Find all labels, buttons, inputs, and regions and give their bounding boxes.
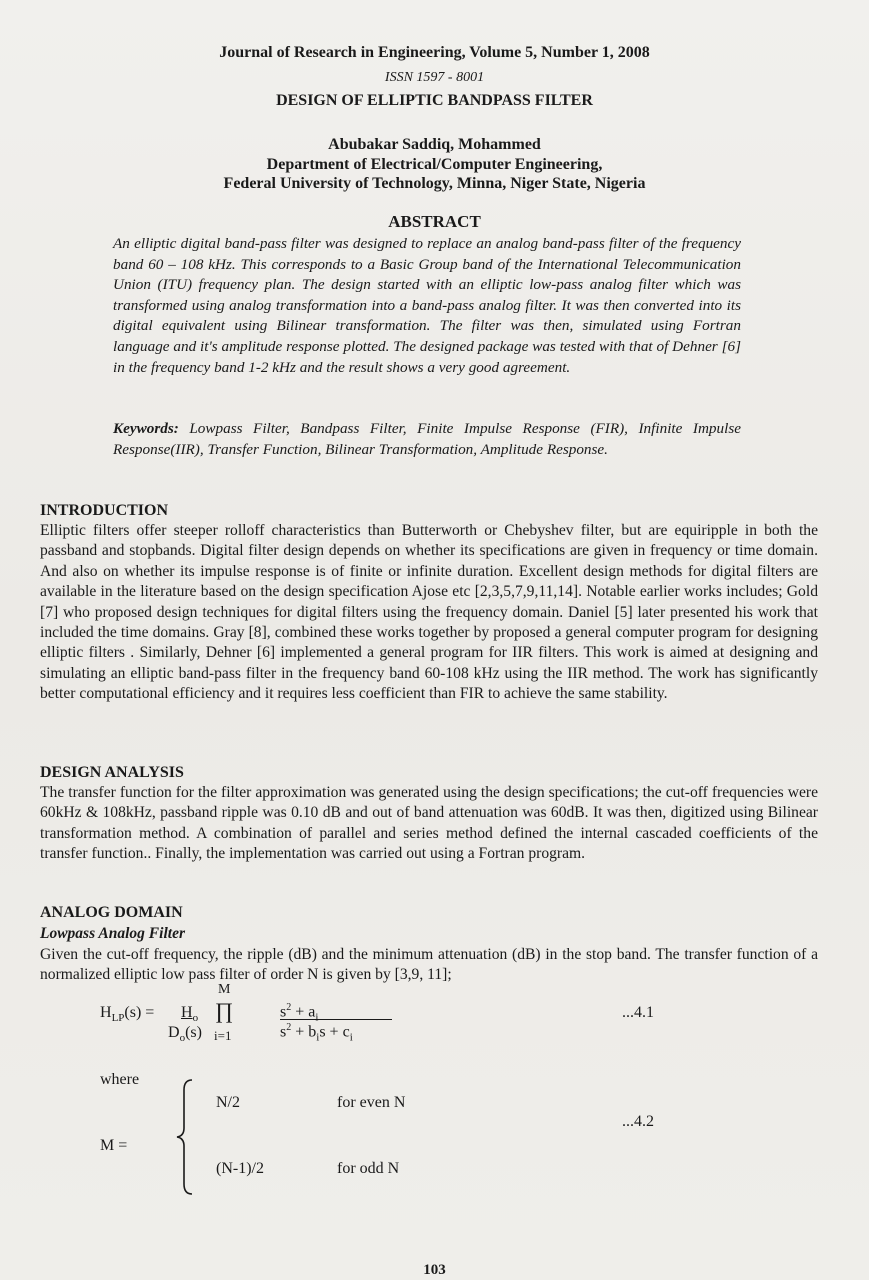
eq42-lhs: M =: [100, 1137, 128, 1154]
eq42-where: where: [100, 1071, 140, 1088]
eq42-case1-condition: for even N: [337, 1094, 406, 1111]
design-analysis-heading: DESIGN ANALYSIS: [40, 764, 184, 781]
abstract-text: An elliptic digital band-pass filter was designed to replace an analog band-pass filter of the frequency band 60 – 108 kHz. This corresponds to a Basic Group band of the International Telecommunication Union (ITU) frequency plan. The design started with an elliptic low-pass analog filter which was transformed using analog transformation into a band-pass analog filter. It was then converted into its digital equivalent using Bilinear transformation. The filter was then, simulated using Fortran language and it's amplitude response plotted. The designed package was tested with that of Dehner [6] in the frequency band 1-2 kHz and the result shows a very good agreement.: [113, 235, 741, 376]
design-analysis-text: The transfer function for the filter approximation was generated using the design specifications; the cut-off frequencies were 60kHz & 108kHz, passband ripple was 0.10 dB and out of band attenuation was 60dB. It was then, digitized using Bilinear transformation method. A combination of parallel and series method defined the internal cascaded coefficients of the transfer function.. Finally, the implementation was carried out using a Fortran program.: [40, 784, 818, 863]
authors: Abubakar Saddiq, Mohammed: [328, 136, 541, 153]
eq41-denominator: $D_o(s)$: [168, 1024, 202, 1045]
lowpass-subheading: Lowpass Analog Filter: [40, 925, 185, 942]
eq41-numerator: $H_o$: [181, 1004, 199, 1025]
eq41-number: ...4.1: [622, 1004, 654, 1021]
introduction-text: Elliptic filters offer steeper rolloff characteristics than Butterworth or Chebyshev filter, but are equiripple in both the passband and stopbands. Digital filter design depends on whether its specifications are given in frequency or time domain. And also on whether its impulse response is of finite or infinite duration. Excellent design methods for digital filters are available in the literature based on the design specification Ajose etc [2,3,5,7,9,11,14]. Notable earlier works includes; Gold [7] who proposed design techniques for digital filters using the frequency domain. Daniel [5] later presented his work that included the time domains. Gray [8], combined these works together by proposed a general computer program for designing elliptic filters . Similarly, Dehner [6] implemented a general program for IIR filters. This work is aimed at designing and simulating an elliptic band-pass filter in the frequency band 60-108 kHz using the IIR method. The work has significantly better computational efficiency and it requires less coefficient than FIR to achieve the same stability.: [40, 522, 818, 703]
eq42-case1-value: N/2: [216, 1094, 240, 1111]
abstract-heading: ABSTRACT: [388, 212, 481, 231]
page-number: 103: [423, 1262, 446, 1278]
eq41-product-symbol: ∏: [215, 998, 234, 1023]
keywords-label: Keywords:: [113, 420, 179, 437]
analog-domain-text: Given the cut-off frequency, the ripple (dB) and the minimum attenuation (dB) in the stop band. The transfer function of a normalized elliptic low pass filter of order N is given by [3,9, 11];: [40, 946, 818, 984]
analog-domain-heading: ANALOG DOMAIN: [40, 904, 183, 921]
introduction-heading: INTRODUCTION: [40, 502, 169, 519]
issn: ISSN 1597 - 8001: [384, 70, 485, 85]
eq41-fraction-bar: [280, 1019, 392, 1020]
university: Federal University of Technology, Minna, Niger State, Nigeria: [223, 175, 646, 192]
eq41-frac-denominator: $s^2 + b_is + c_i$: [280, 1022, 353, 1044]
eq41-product-lower: i=1: [214, 1028, 232, 1043]
left-brace-icon: [174, 1078, 194, 1196]
eq41-frac-numerator: $s^2 + a_i$: [280, 1002, 319, 1024]
keywords: [113, 419, 741, 460]
eq41-product-upper: M: [218, 982, 231, 997]
eq41-lhs: $H_{LP}(s)$ =: [100, 1004, 155, 1025]
eq42-number: ...4.2: [622, 1113, 654, 1130]
keywords-list: Lowpass Filter, Bandpass Filter, Finite Impulse Response (FIR), Infinite Impulse Response(IIR), Transfer Function, Bilinear Transformation, Amplitude Response.: [113, 420, 741, 458]
paper-title: DESIGN OF ELLIPTIC BANDPASS FILTER: [276, 92, 593, 109]
journal-header: Journal of Research in Engineering, Volume 5, Number 1, 2008: [219, 44, 650, 61]
eq42-case2-value: (N-1)/2: [216, 1160, 264, 1177]
eq42-case2-condition: for odd N: [337, 1160, 400, 1177]
department: Department of Electrical/Computer Engineering,: [266, 156, 603, 173]
